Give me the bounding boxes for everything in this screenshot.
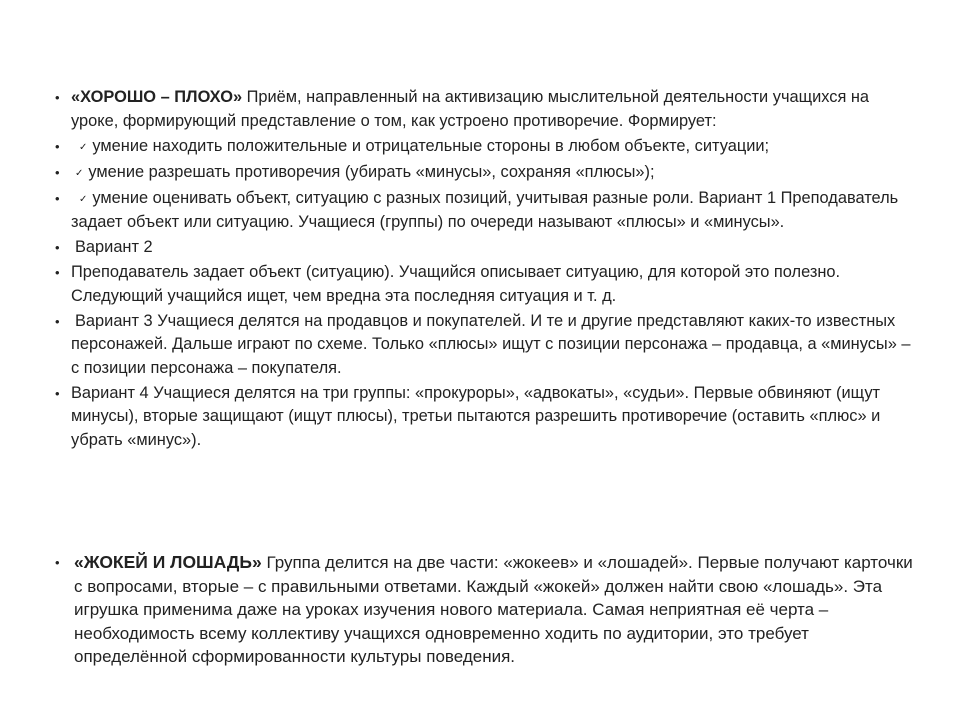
intro-text: Приём, направленный на активизацию мыслительной деятельности учащихся на уроке, формирующий представление о том, как устроено противоречие. Формирует:: [71, 88, 870, 130]
check-icon: ✓: [79, 193, 88, 205]
variant3-text: Вариант 3 Учащиеся делятся на продавцов и покупателей. И те и другие представляют каких-то известных персонажей. Дальше играют по схеме. Только «плюсы» ищут с позиции персонажа – продавца, а «минусы» – с позиции персонажа – покупателя.: [71, 311, 911, 377]
bullet-icon: •: [55, 265, 60, 280]
variant4-text: Вариант 4 Учащиеся делятся на три группы: «прокуроры», «адвокаты», «судьи». Первые обвиняют (ищут минусы), вторые защищают (ищут плюсы), третьи пытаются разрешить противоречие (оставить «плюс» и убрать «минус»).: [71, 383, 881, 449]
good-bad-title: «ХОРОШО – ПЛОХО»: [71, 88, 243, 106]
bullet-icon: •: [55, 240, 60, 255]
bullet-icon: •: [55, 313, 60, 329]
bullet-icon: •: [55, 555, 60, 570]
bullet-icon: •: [55, 385, 60, 401]
variant3-item: [54, 310, 914, 381]
skill-text-1: умение находить положительные и отрицательные стороны в любом объекте, ситуации;: [92, 136, 770, 155]
variant2-text-item: [54, 261, 914, 308]
skill-item-2: [54, 161, 914, 186]
variant4-item: [54, 382, 914, 453]
skill-text-2: умение разрешать противоречия (убирать «минусы», сохраняя «плюсы»);: [88, 162, 655, 181]
variant2-title: Вариант 2: [75, 238, 153, 256]
intro-item: [54, 86, 914, 133]
bullet-icon: •: [55, 190, 60, 206]
check-icon: ✓: [79, 141, 88, 153]
skill-item-3: [54, 187, 914, 235]
variant2-title-item: [54, 236, 914, 260]
variant2-text: Преподаватель задает объект (ситуацию). Учащийся описывает ситуацию, для которой это полезно. Следующий учащийся ищет, чем вредна эта последняя ситуация и т. д.: [71, 263, 841, 305]
bullet-icon: •: [55, 90, 60, 105]
bullet-icon: •: [55, 164, 60, 180]
skill-text-3: умение оценивать объект, ситуацию с разных позиций, учитывая разные роли. Вариант 1 Преподаватель задает объект или ситуацию. Учащиеся (группы) по очереди называют «плюсы» и «минусы».: [71, 188, 899, 231]
section-jockey-horse: [54, 551, 914, 670]
bullet-icon: •: [55, 138, 60, 154]
jockey-horse-item: [54, 551, 914, 669]
skill-item-1: [54, 135, 914, 160]
jockey-horse-title: «ЖОКЕЙ И ЛОШАДЬ»: [74, 552, 262, 572]
jockey-horse-text: Группа делится на две части: «жокеев» и «лошадей». Первые получают карточки с вопросами, вторые – с правильными ответами. Каждый «жокей» должен найти свою «лошадь». Эта игрушка применима даже на уроках изучения нового материала. Самая неприятная её черта – необходимость всему коллективу учащихся одновременно ходить по аудитории, это требует определённой сформированности культуры поведения.: [74, 553, 913, 666]
check-icon: ✓: [75, 167, 84, 179]
section-good-bad: [54, 86, 914, 454]
